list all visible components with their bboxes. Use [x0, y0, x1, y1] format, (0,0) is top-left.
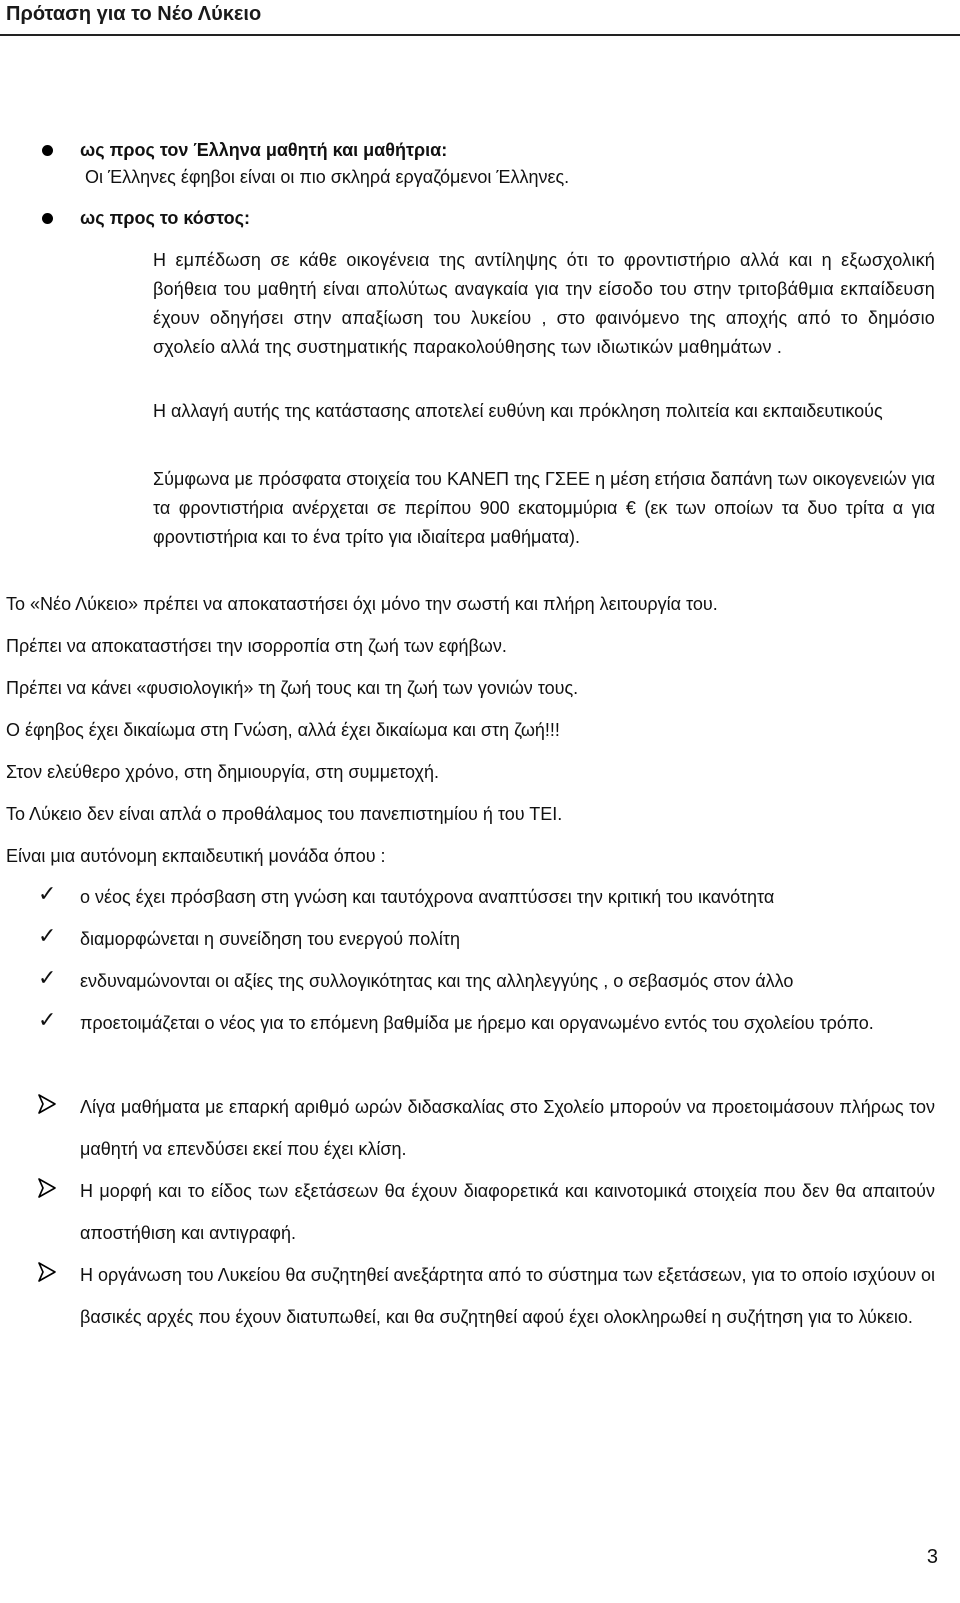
paragraph: Η αλλαγή αυτής της κατάστασης αποτελεί ευθύνη και πρόκληση πολιτεία και εκπαιδευτικούς	[153, 401, 883, 421]
arrowhead-icon	[38, 1178, 60, 1200]
statement-line: Στον ελεύθερο χρόνο, στη δημιουργία, στη συμμετοχή.	[6, 762, 439, 782]
arrow-item-text: Η μορφή και το είδος των εξετάσεων θα έχουν διαφορετικά και καινοτομικά στοιχεία που δεν θα απαιτούν αποστήθιση και αντιγραφή.	[80, 1181, 935, 1243]
arrowhead-icon	[38, 1094, 60, 1116]
arrowhead-icon	[38, 1262, 60, 1284]
statement-line: Ο έφηβος έχει δικαίωμα στη Γνώση, αλλά έχει δικαίωμα και στη ζωή!!!	[6, 720, 560, 740]
paragraph: Σύμφωνα με πρόσφατα στοιχεία του ΚΑΝΕΠ της ΓΣΕΕ η μέση ετήσια δαπάνη των οικογενειών για τα φροντιστήρια ανέρχεται σε περίπου 900 εκατομμύρια € (εκ των οποίων τα δυο τρίτα α για φροντιστήρια και το ένα τρίτο για ιδιαίτερα μαθήματα).	[153, 469, 935, 547]
statement-line: Το Λύκειο δεν είναι απλά ο προθάλαμος του πανεπιστημίου ή του ΤΕΙ.	[6, 804, 563, 824]
check-item-text: διαμορφώνεται η συνείδηση του ενεργού πολίτη	[80, 929, 461, 949]
checkmark-icon: ✓	[38, 966, 57, 991]
statement-line: Είναι μια αυτόνομη εκπαιδευτική μονάδα όπου :	[6, 846, 386, 866]
paragraph: Η εμπέδωση σε κάθε οικογένεια της αντίληψης ότι το φροντιστήριο αλλά και η εξωσχολική βοήθεια του μαθητή είναι απολύτως αναγκαία για την είσοδο του στην τριτοβάθμια εκπαίδευση έχουν οδηγήσει στην απαξίωση του λυκείου , στο φαινόμενο της αποχής από το δημόσιο σχολείο αλλά της συστηματικής παρακολούθησης των ιδιωτικών μαθημάτων .	[153, 250, 935, 357]
check-item-text: ενδυναμώνονται οι αξίες της συλλογικότητας και της αλληλεγγύης , ο σεβασμός στον άλλο	[80, 971, 794, 991]
statement-line: Πρέπει να αποκαταστήσει την ισορροπία στη ζωή των εφήβων.	[6, 636, 507, 656]
page-title: Πρόταση για το Νέο Λύκειο	[6, 3, 262, 25]
page-number: 3	[926, 1546, 938, 1568]
bullet-heading: ως προς τον Έλληνα μαθητή και μαθήτρια:	[80, 140, 448, 160]
arrow-item-text: Η οργάνωση του Λυκείου θα συζητηθεί ανεξάρτητα από το σύστημα των εξετάσεων, για το οποίο ισχύουν οι βασικές αρχές που έχουν διατυπωθεί, και θα συζητηθεί αφού έχει ολοκληρωθεί η συζήτηση για το λύκειο.	[80, 1265, 935, 1327]
arrow-item-text: Λίγα μαθήματα με επαρκή αριθμό ωρών διδασκαλίας στο Σχολείο μπορούν να προετοιμάσουν πλήρως τον μαθητή να επενδύσει εκεί που έχει κλίση.	[80, 1097, 935, 1159]
bullet-dot-icon	[42, 145, 53, 156]
checkmark-icon: ✓	[38, 924, 57, 949]
bullet-dot-icon	[42, 213, 53, 224]
bullet-heading: ως προς το κόστος:	[80, 208, 250, 228]
check-item-text: ο νέος έχει πρόσβαση στη γνώση και ταυτόχρονα αναπτύσσει την κριτική του ικανότητα	[80, 887, 775, 907]
check-item-text: προετοιμάζεται ο νέος για το επόμενη βαθμίδα με ήρεμο και οργανωμένο εντός του σχολείου τρόπο.	[80, 1013, 874, 1033]
bullet-subtext: Οι Έλληνες έφηβοι είναι οι πιο σκληρά εργαζόμενοι Έλληνες.	[85, 167, 570, 187]
page-header	[0, 0, 960, 36]
checkmark-icon: ✓	[38, 882, 57, 907]
statement-line: Πρέπει να κάνει «φυσιολογική» τη ζωή τους και τη ζωή των γονιών τους.	[6, 678, 579, 698]
statement-line: Το «Νέο Λύκειο» πρέπει να αποκαταστήσει όχι μόνο την σωστή και πλήρη λειτουργία του.	[6, 594, 718, 614]
checkmark-icon: ✓	[38, 1008, 57, 1033]
